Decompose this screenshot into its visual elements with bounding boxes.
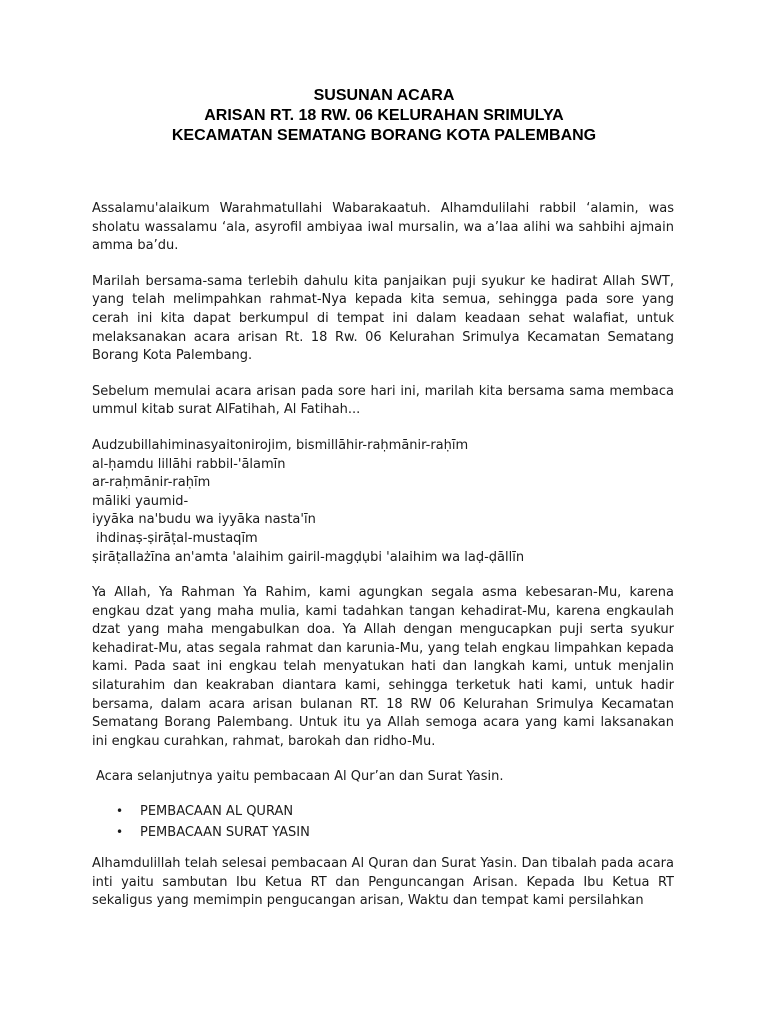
fatihah-line: Audzubillahiminasyaitonirojim, bismillāhir-raḥmānir-raḥīm <box>92 437 469 453</box>
gratitude-paragraph: Marilah bersama-sama terlebih dahulu kita panjaikan puji syukur ke hadirat Allah SWT, yang telah melimpahkan rahmat-Nya kepada kita semua, sehingga pada sore yang cerah ini kita dapat berkumpul di tempat ini dalam keadaan sehat walafiat, untuk melaksanakan acara arisan Rt. 18 Rw. 06 Kelurahan Srimulya Kecamatan Sematang Borang Kota Palembang. <box>92 273 674 364</box>
fatihah-line: māliki yaumid- <box>92 493 189 509</box>
agenda-list <box>92 801 674 843</box>
fatihah-recitation <box>92 437 674 567</box>
list-item <box>116 822 674 843</box>
list-item <box>116 801 674 822</box>
fatihah-intro-paragraph: Sebelum memulai acara arisan pada sore hari ini, marilah kita bersama sama membaca ummul kitab surat AlFatihah, Al Fatihah... <box>92 383 674 418</box>
opening-greeting-paragraph: Assalamu'alaikum Warahmatullahi Wabarakaatuh. Alhamdulilahi rabbil ‘alamin, was sholatu wassalamu ‘ala, asyrofil ambiyaa iwal mursalin, wa a’laa alihi wa sahbihi ajmain amma ba’du. <box>92 201 674 254</box>
title-line-2: ARISAN RT. 18 RW. 06 KELURAHAN SRIMULYA <box>204 107 564 124</box>
fatihah-line: ar-raḥmānir-raḥīm <box>92 475 211 491</box>
fatihah-line: ṣirāṭallażīna an'amta 'alaihim gairil-magḍụbi 'alaihim wa laḍ-ḍāllīn <box>92 549 525 565</box>
bullet-icon: • <box>116 804 124 819</box>
prayer-paragraph: Ya Allah, Ya Rahman Ya Rahim, kami agungkan segala asma kebesaran-Mu, karena engkau dzat yang maha mulia, kami tadahkan tangan kehadirat-Mu, karena engkaulah dzat yang maha mengabulkan doa. Ya Allah dengan mengucapkan puji serta syukur kehadirat-Mu, atas segala rahmat dan karunia-Mu, yang telah engkau limpahkan kepada kami. Pada saat ini engkau telah menyatukan hati dan langkah kami, untuk menjalin silaturahim dan keakraban diantara kami, sehingga terketuk hati kami, untuk hadir bersama, dalam acara arisan bulanan RT. 18 RW 06 Kelurahan Srimulya Kecamatan Sematang Borang Palembang. Untuk itu ya Allah semoga acara yang kami laksanakan ini engkau curahkan, rahmat, barokah dan ridho-Mu. <box>92 585 674 749</box>
document-title <box>0 86 768 146</box>
bullet-icon: • <box>116 825 124 840</box>
list-item-label: PEMBACAAN AL QURAN <box>140 804 294 820</box>
closing-paragraph: Alhamdulillah telah selesai pembacaan Al Quran dan Surat Yasin. Dan tibalah pada acara inti yaitu sambutan Ibu Ketua RT dan Penguncangan Arisan. Kepada Ibu Ketua RT sekaligus yang memimpin pengucangan arisan, Waktu dan tempat kami persilahkan <box>92 856 674 909</box>
title-line-3: KECAMATAN SEMATANG BORANG KOTA PALEMBANG <box>171 127 597 144</box>
fatihah-line: al-ḥamdu lillāhi rabbil-'ālamīn <box>92 456 286 472</box>
fatihah-line: iyyāka na'budu wa iyyāka nasta'īn <box>92 512 316 528</box>
next-agenda-paragraph: Acara selanjutnya yaitu pembacaan Al Qur’an dan Surat Yasin. <box>96 769 504 785</box>
fatihah-line: ihdinaṣ-ṣirāṭal-mustaqīm <box>96 530 258 546</box>
list-item-label: PEMBACAAN SURAT YASIN <box>140 825 310 841</box>
document-body <box>92 200 674 928</box>
title-line-1: SUSUNAN ACARA <box>313 87 455 104</box>
